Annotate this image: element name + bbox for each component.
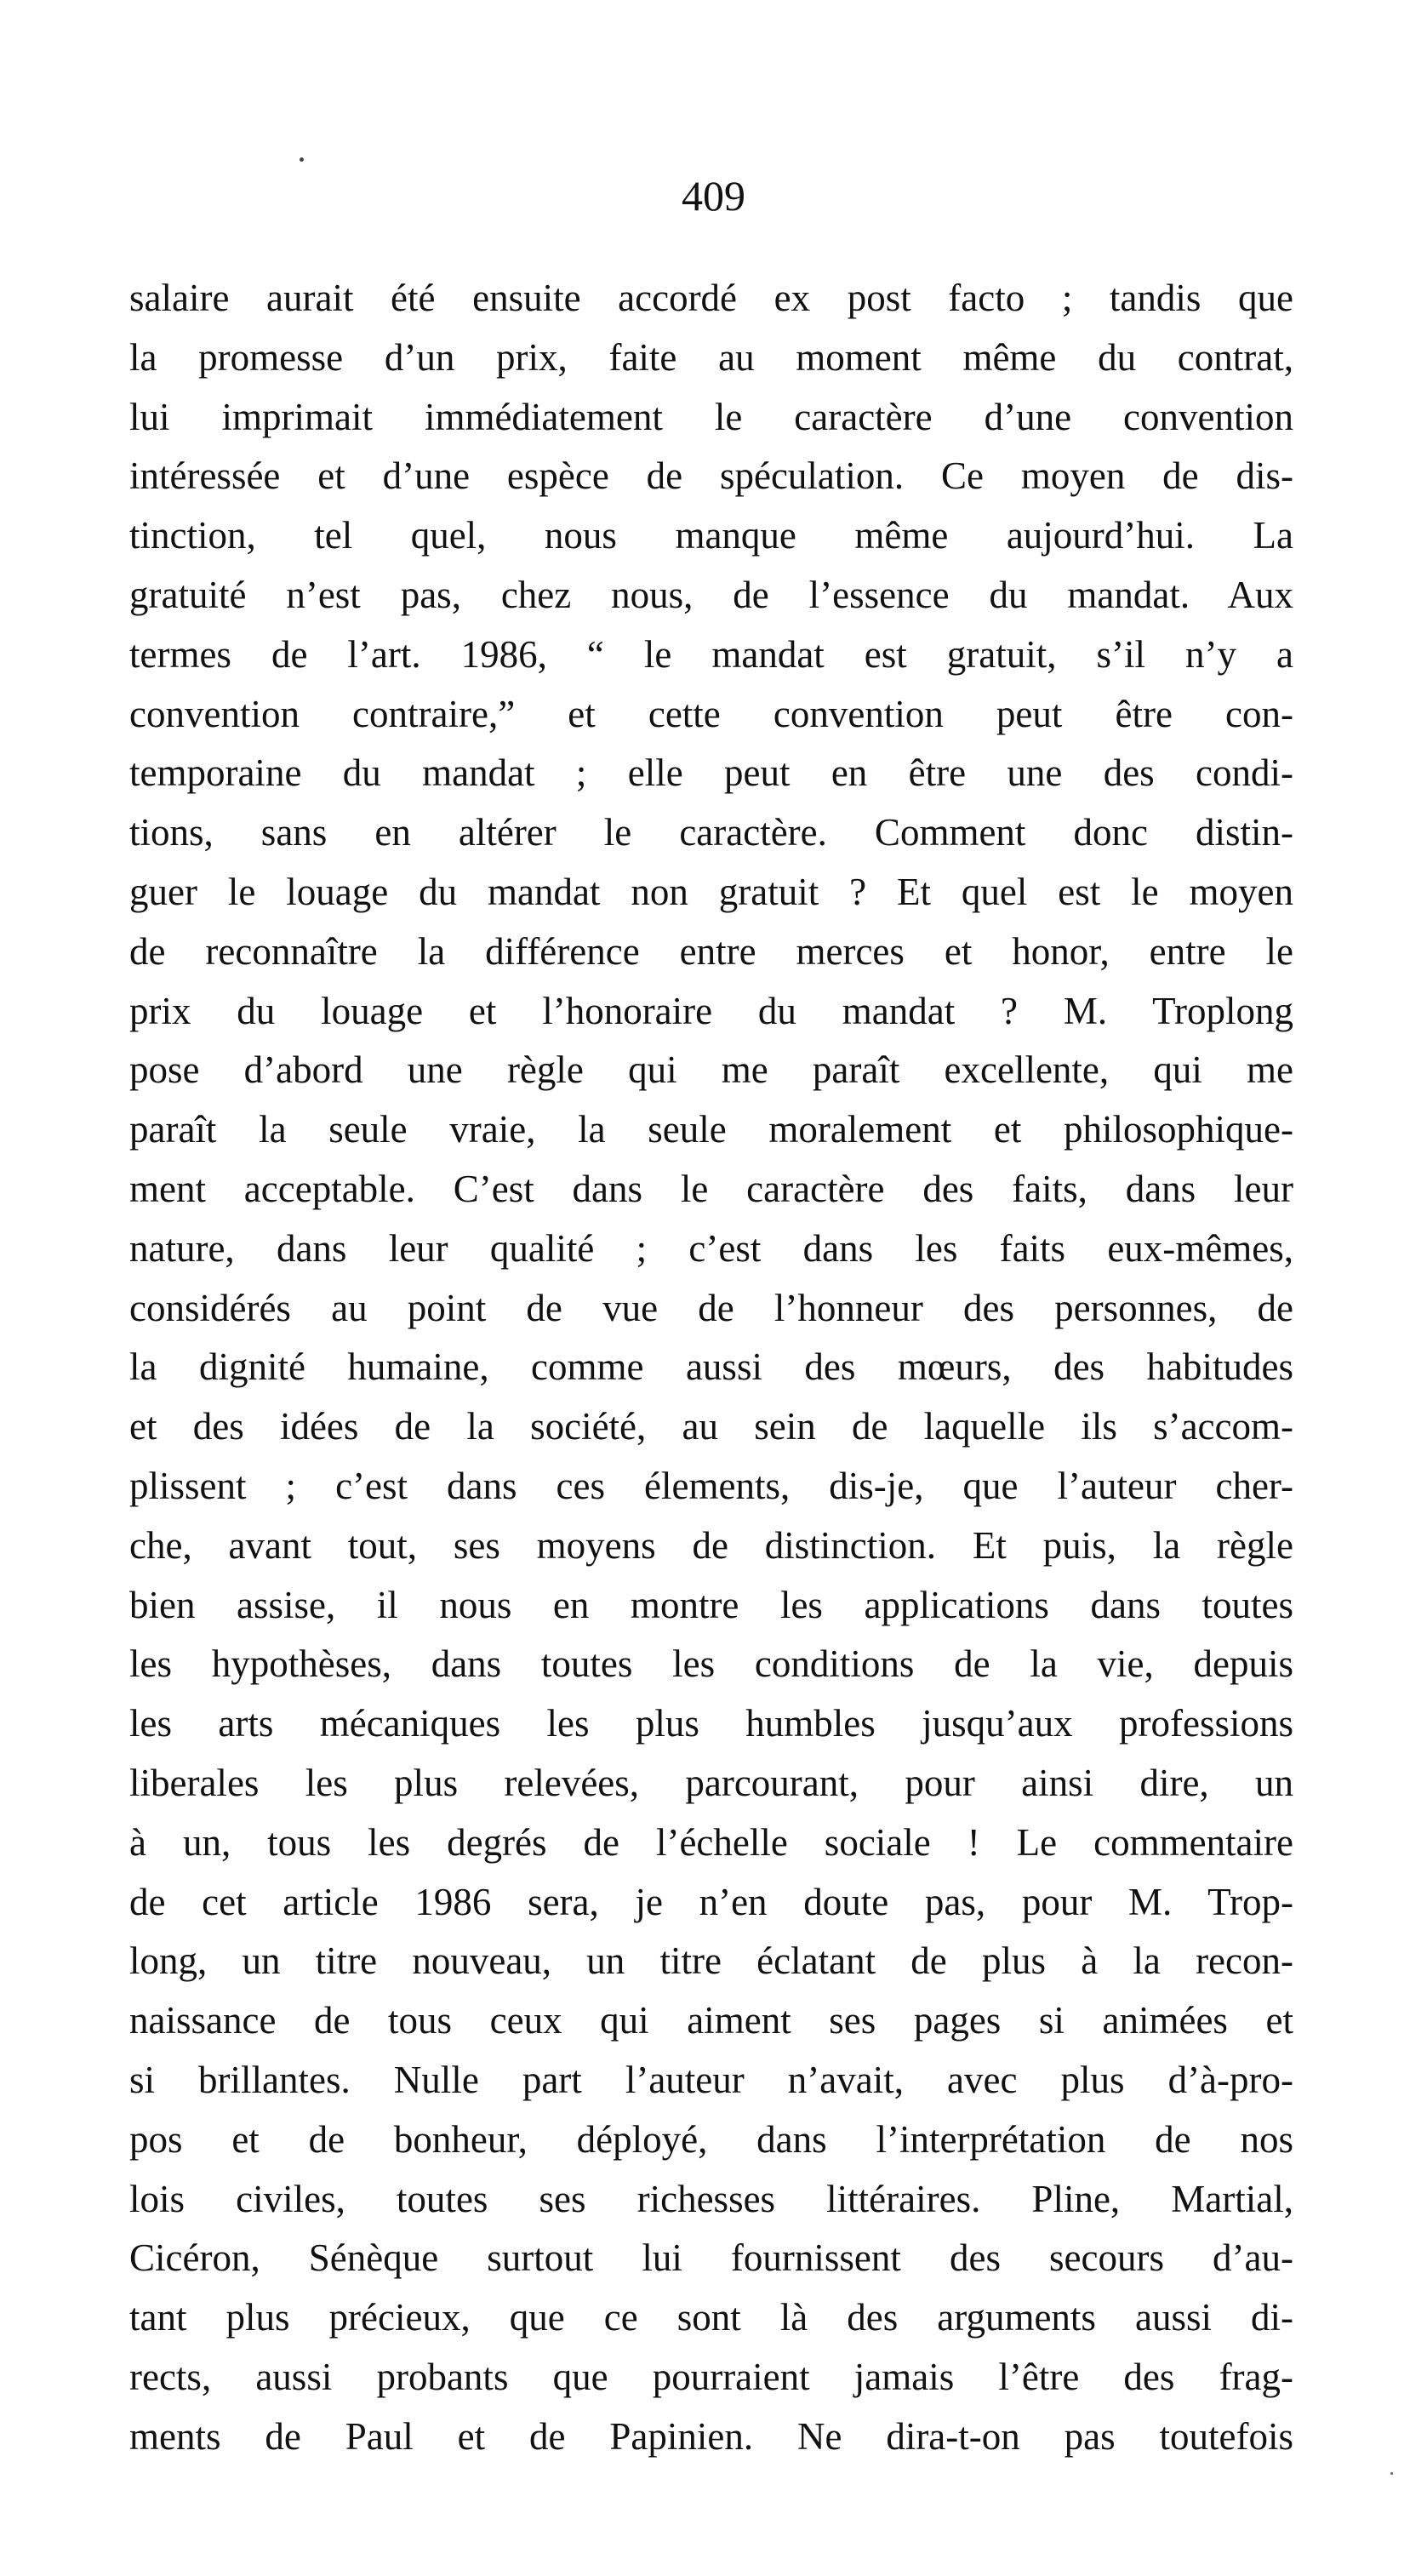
text-line: considérés au point de vue de l’honneur des personnes, de (129, 1286, 1293, 1329)
text-line: nature, dans leur qualité ; c’est dans les faits eux-mêmes, (129, 1226, 1293, 1270)
text-line: salaire aurait été ensuite accordé ex post facto ; tandis que (129, 277, 1293, 319)
text-line: guer le louage du mandat non gratuit ? Et quel est le moyen (129, 870, 1293, 913)
text-line: ments de Paul et de Papinien. Ne dira-t-on pas toutefois (129, 2414, 1293, 2458)
text-line: termes de l’art. 1986, “ le mandat est gratuit, s’il n’y a (129, 632, 1293, 676)
stray-mark (300, 157, 304, 162)
text-line: liberales les plus relevées, parcourant, pour ainsi dire, un (129, 1761, 1293, 1804)
text-line: si brillantes. Nulle part l’auteur n’avait, avec plus d’à-pro- (129, 2058, 1293, 2101)
text-line: bien assise, il nous en montre les applications dans toutes (129, 1583, 1293, 1626)
text-line: et des idées de la société, au sein de laquelle ils s’accom- (129, 1405, 1293, 1448)
text-line: la dignité humaine, comme aussi des mœurs, des habitudes (129, 1345, 1293, 1389)
text-line: tions, sans en altérer le caractère. Comment donc distin- (129, 811, 1293, 854)
text-line: la promesse d’un prix, faite au moment même du contrat, (129, 335, 1293, 379)
text-line: lui imprimait immédiatement le caractère d’une convention (129, 395, 1293, 438)
text-line: de reconnaître la différence entre merces et honor, entre le (129, 929, 1293, 973)
text-line: de cet article 1986 sera, je n’en doute pas, pour M. Trop- (129, 1880, 1293, 1923)
text-line: les hypothèses, dans toutes les conditions de la vie, depuis (129, 1642, 1293, 1686)
text-line: Cicéron, Sénèque surtout lui fournissent des secours d’au- (129, 2236, 1293, 2280)
text-line: paraît la seule vraie, la seule moralement et philosophique- (129, 1108, 1293, 1151)
text-line: ment acceptable. C’est dans le caractère des faits, dans leur (129, 1167, 1293, 1210)
stray-mark (1390, 2472, 1393, 2475)
text-line: long, un titre nouveau, un titre éclatant de plus à la recon- (129, 1939, 1293, 1983)
text-line: tinction, tel quel, nous manque même aujourd’hui. La (129, 514, 1293, 557)
text-line: intéressée et d’une espèce de spéculation. Ce moyen de dis- (129, 454, 1293, 498)
body-text (129, 269, 1293, 2466)
text-line: tant plus précieux, que ce sont là des arguments aussi di- (129, 2296, 1293, 2339)
text-line: les arts mécaniques les plus humbles jusqu’aux professions (129, 1702, 1293, 1745)
text-line: pose d’abord une règle qui me paraît excellente, qui me (129, 1048, 1293, 1092)
text-line: gratuité n’est pas, chez nous, de l’essence du mandat. Aux (129, 573, 1293, 616)
page-number: 409 (682, 172, 745, 220)
text-line: lois civiles, toutes ses richesses littéraires. Pline, Martial, (129, 2177, 1293, 2220)
text-line: pos et de bonheur, déployé, dans l’interprétation de nos (129, 2117, 1293, 2161)
text-line: prix du louage et l’honoraire du mandat ? M. Troplong (129, 989, 1293, 1032)
text-line: che, avant tout, ses moyens de distinction. Et puis, la règle (129, 1523, 1293, 1567)
text-line: à un, tous les degrés de l’échelle sociale ! Le commentaire (129, 1820, 1293, 1864)
text-line: plissent ; c’est dans ces élements, dis-je, que l’auteur cher- (129, 1464, 1293, 1507)
text-line: naissance de tous ceux qui aiment ses pages si animées et (129, 1999, 1293, 2042)
text-line: temporaine du mandat ; elle peut en être une des condi- (129, 751, 1293, 795)
text-line: convention contraire,” et cette convention peut être con- (129, 692, 1293, 735)
text-line: rects, aussi probants que pourraient jamais l’être des frag- (129, 2355, 1293, 2398)
